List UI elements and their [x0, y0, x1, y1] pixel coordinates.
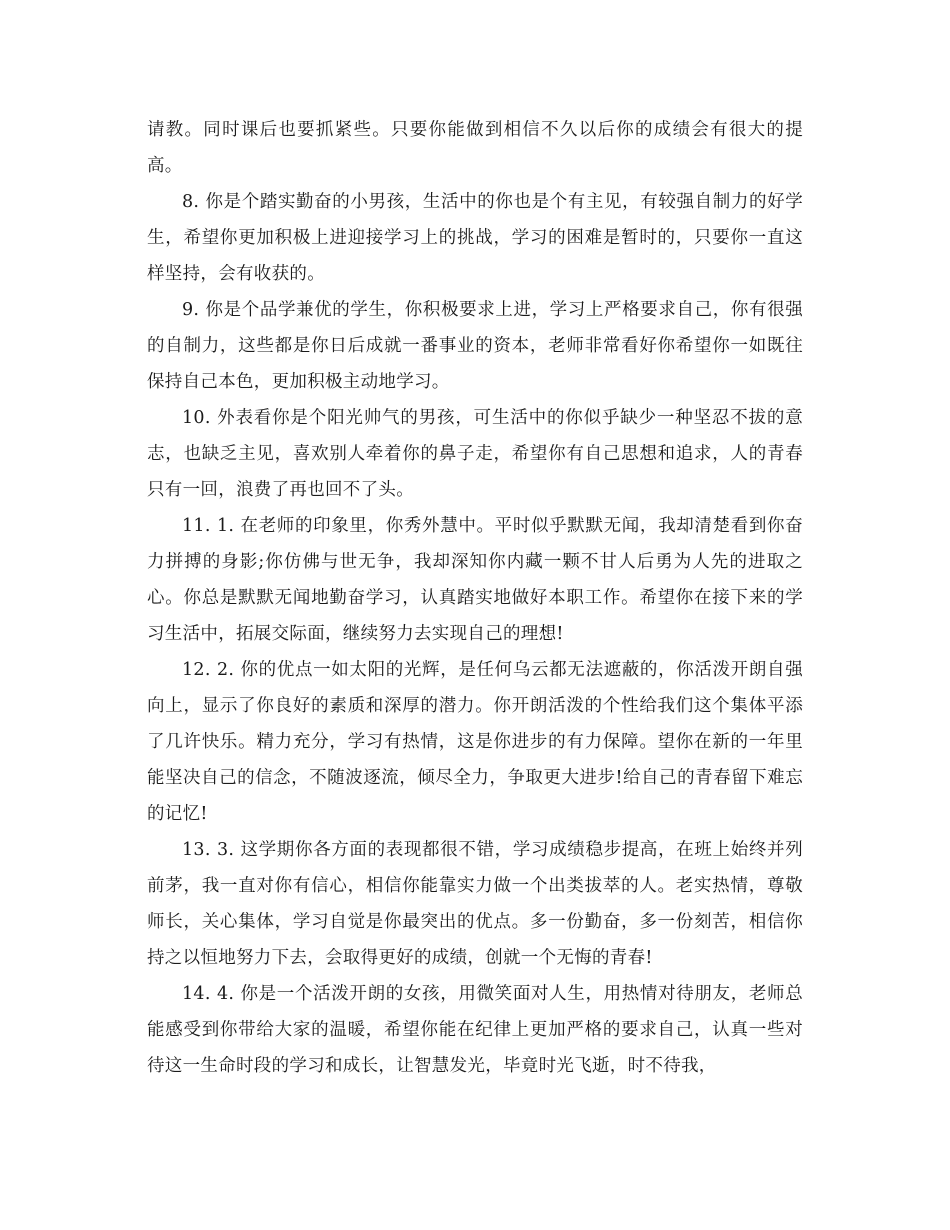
paragraph-10: 10. 外表看你是个阳光帅气的男孩，可生活中的你似乎缺少一种坚忍不拔的意志，也缺乏主见，喜欢别人牵着你的鼻子走，希望你有自己思想和追求，人的青春只有一回，浪费了再也回不了头。 — [147, 408, 803, 500]
paragraph-12: 12. 2. 你的优点一如太阳的光辉，是任何乌云都无法遮蔽的，你活泼开朗自强向上，显示了你良好的素质和深厚的潜力。你开朗活泼的个性给我们这个集体平添了几许快乐。精力充分，学习有热情，这是你进步的有力保障。望你在新的一年里能坚决自己的信念，不随波逐流，倾尽全力，争取更大进步!给自己的青春留下难忘的记忆! — [147, 660, 803, 824]
paragraph-13: 13. 3. 这学期你各方面的表现都很不错，学习成绩稳步提高，在班上始终并列前茅，我一直对你有信心，相信你能靠实力做一个出类拔萃的人。老实热情，尊敬师长，关心集体，学习自觉是你最突出的优点。多一份勤奋，多一份刻苦，相信你持之以恒地努力下去，会取得更好的成绩，创就一个无悔的青春! — [147, 840, 803, 968]
paragraph-continued: 请教。同时课后也要抓紧些。只要你能做到相信不久以后你的成绩会有很大的提高。 — [147, 120, 803, 176]
paragraph-14: 14. 4. 你是一个活泼开朗的女孩，用微笑面对人生，用热情对待朋友，老师总能感受到你带给大家的温暖，希望你能在纪律上更加严格的要求自己，认真一些对待这一生命时段的学习和成长，让智慧发光，毕竟时光飞逝，时不待我， — [147, 984, 803, 1076]
paragraph-9: 9. 你是个品学兼优的学生，你积极要求上进，学习上严格要求自己，你有很强的自制力，这些都是你日后成就一番事业的资本，老师非常看好你希望你一如既往保持自己本色，更加积极主动地学习。 — [147, 300, 803, 392]
paragraph-11: 11. 1. 在老师的印象里，你秀外慧中。平时似乎默默无闻，我却清楚看到你奋力拼搏的身影;你仿佛与世无争，我却深知你内藏一颗不甘人后勇为人先的进取之心。你总是默默无闻地勤奋学习，认真踏实地做好本职工作。希望你在接下来的学习生活中，拓展交际面，继续努力去实现自己的理想! — [147, 516, 803, 644]
paragraph-8: 8. 你是个踏实勤奋的小男孩，生活中的你也是个有主见，有较强自制力的好学生，希望你更加积极上进迎接学习上的挑战，学习的困难是暂时的，只要你一直这样坚持，会有收获的。 — [147, 192, 803, 284]
document-body — [147, 112, 803, 1084]
